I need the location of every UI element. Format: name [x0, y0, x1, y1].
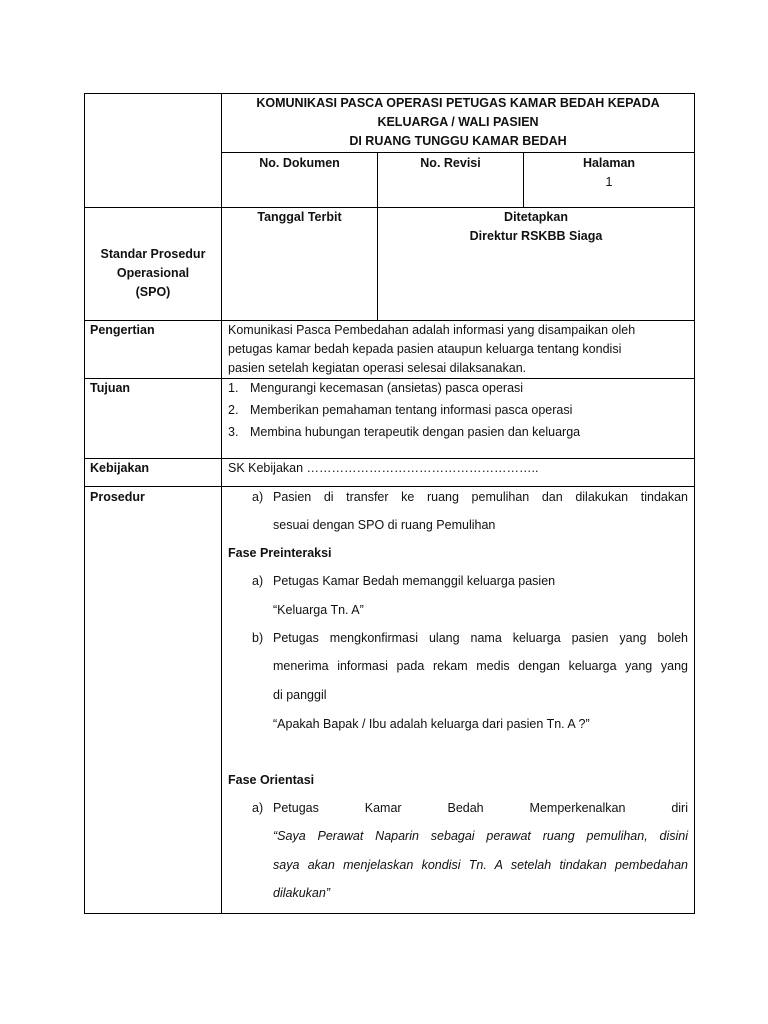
phase1-b-line: Petugas mengkonfirmasi ulang nama keluarga pasien yang boleh	[273, 631, 688, 645]
document-title-line: DI RUANG TUNGGU KAMAR BEDAH	[349, 134, 567, 148]
phase1-a-line: “Keluarga Tn. A”	[273, 603, 364, 617]
tujuan-number: 1.	[228, 381, 239, 395]
tujuan-number: 2.	[228, 403, 239, 417]
tujuan-label: Tujuan	[90, 381, 131, 395]
table-border	[84, 93, 85, 914]
list-marker: a)	[252, 490, 264, 504]
phase1-b-line: “Apakah Bapak / Ibu adalah keluarga dari pasien Tn. A ?”	[273, 717, 590, 731]
phase1-b-line: di panggil	[273, 688, 327, 702]
phase2-a-line: “Saya Perawat Naparin sebagai perawat ruang pemulihan, disini	[273, 829, 688, 843]
phase1-b-line: menerima informasi pada rekam medis dengan keluarga yang yang	[273, 659, 688, 673]
pengertian-line: petugas kamar bedah kepada pasien ataupun keluarga tentang kondisi	[228, 342, 622, 356]
tujuan-item: Mengurangi kecemasan (ansietas) pasca operasi	[250, 381, 524, 395]
table-border	[84, 486, 695, 487]
pengertian-line: pasien setelah kegiatan operasi selesai dilaksanakan.	[228, 361, 527, 375]
table-border	[84, 913, 695, 914]
kebijakan-text: SK Kebijakan ………………………………………………..	[228, 461, 539, 475]
kebijakan-label: Kebijakan	[90, 461, 150, 475]
prosedur-intro-line: sesuai dengan SPO di ruang Pemulihan	[273, 518, 496, 532]
phase-title: Fase Preinteraksi	[228, 546, 332, 560]
document-number-label: No. Dokumen	[259, 156, 340, 170]
pengertian-label: Pengertian	[90, 323, 155, 337]
phase2-a-line: Petugas Kamar Bedah Memperkenalkan diri	[273, 801, 688, 815]
phase2-a-line: dilakukan”	[273, 886, 330, 900]
revision-number-label: No. Revisi	[420, 156, 481, 170]
spo-label-line: (SPO)	[135, 285, 171, 299]
page-label: Halaman	[582, 156, 636, 170]
approved-line: Direktur RSKBB Siaga	[469, 229, 603, 243]
list-marker: a)	[252, 574, 264, 588]
tujuan-number: 3.	[228, 425, 239, 439]
document-title-line: KELUARGA / WALI PASIEN	[377, 115, 539, 129]
phase2-a-line: saya akan menjelaskan kondisi Tn. A setelah tindakan pembedahan	[273, 858, 688, 872]
phase1-a-line: Petugas Kamar Bedah memanggil keluarga pasien	[273, 574, 556, 588]
tujuan-item: Memberikan pemahaman tentang informasi pasca operasi	[250, 403, 573, 417]
phase-title: Fase Orientasi	[228, 773, 315, 787]
spo-label-line: Standar Prosedur	[100, 247, 206, 261]
tujuan-item: Membina hubungan terapeutik dengan pasien dan keluarga	[250, 425, 581, 439]
pengertian-line: Komunikasi Pasca Pembedahan adalah informasi yang disampaikan oleh	[228, 323, 636, 337]
list-marker: b)	[252, 631, 264, 645]
prosedur-label: Prosedur	[90, 490, 145, 504]
table-border	[694, 93, 695, 914]
prosedur-intro-line: Pasien di transfer ke ruang pemulihan dan dilakukan tindakan	[273, 490, 688, 504]
list-marker: a)	[252, 801, 264, 815]
table-border	[221, 152, 695, 153]
approved-line: Ditetapkan	[504, 210, 568, 224]
document-title-line: KOMUNIKASI PASCA OPERASI PETUGAS KAMAR BEDAH KEPADA	[256, 96, 660, 110]
issue-date-label: Tanggal Terbit	[257, 210, 342, 224]
page-value: 1	[605, 175, 613, 189]
spo-label-line: Operasional	[116, 266, 190, 280]
